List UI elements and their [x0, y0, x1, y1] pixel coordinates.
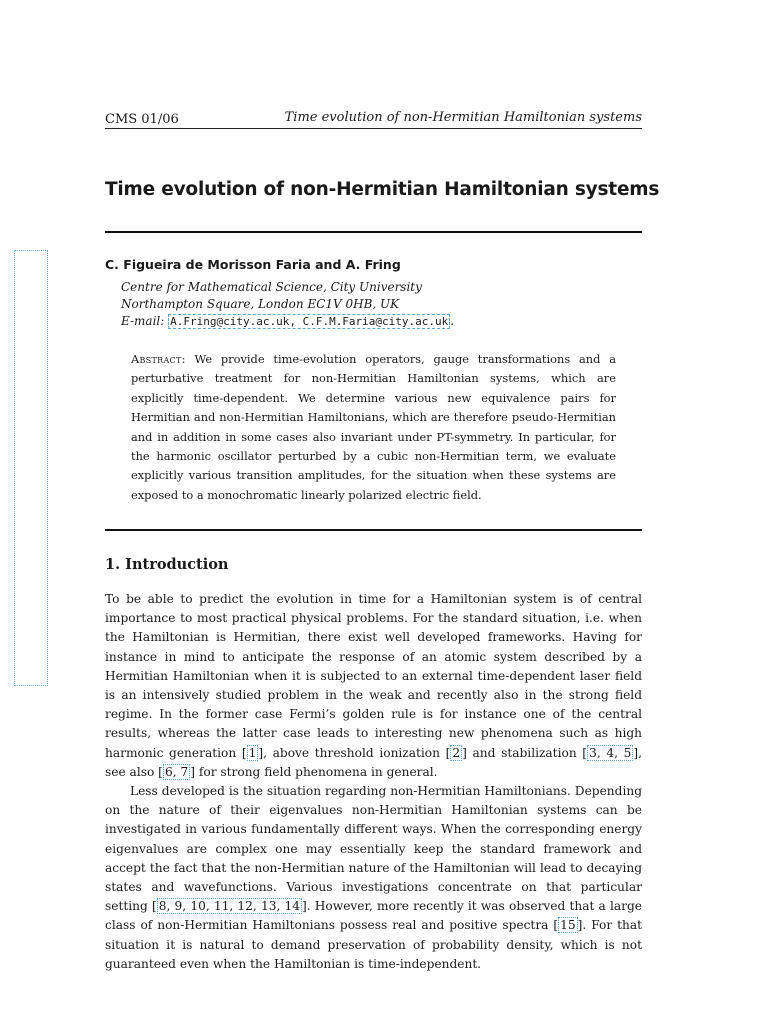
citation-link[interactable]: 3, 4, 5 [589, 745, 632, 760]
email-label: E-mail: [121, 314, 165, 328]
running-title: Time evolution of non-Hermitian Hamiltonian systems [284, 110, 642, 125]
abstract-text: We provide time-evolution operators, gauge transformations and a perturbative treatment for non-Hermitian Hamiltonian systems, which are explicitly time-dependent. We determine various new equivalence pairs for Hermitian and non-Hermitian Hamiltonians, which are therefore pseudo-Hermitian and in addition in some cases also invariant under PT-symmetry. In particular, for the harmonic oscillator perturbed by a cubic non-Hermitian term, we evaluate explicitly various transition amplitudes, for the situation when these systems are exposed to a monochromatic linearly polarized electric field. [131, 352, 617, 502]
abstract [131, 350, 616, 505]
citation-link[interactable]: 15 [560, 918, 576, 933]
email-link[interactable]: A.Fring@city.ac.uk, C.F.M.Faria@city.ac.uk [170, 315, 449, 328]
header-divider [105, 128, 642, 129]
author-list: C. Figueira de Morisson Faria and A. Fring [105, 257, 401, 272]
paper-title: Time evolution of non-Hermitian Hamiltonian systems [105, 179, 660, 200]
introduction-body [105, 590, 642, 974]
email-line [121, 313, 454, 330]
text-run: To be able to predict the evolution in time for a Hamiltonian system is of central importance to most practical physical problems. For the standard situation, i.e. when the Hamiltonian is Hermitian, there exist well developed frameworks. Having for instance in mind to anticipate the response of an atomic system described by a Hermitian Hamiltonian when it is subjected to an external time-dependent laser field is an intensively studied problem in the weak and recently also in the strong field regime. In the former case Fermi’s golden rule is for instance one of the central results, whereas the latter case leads to interesting new phenomena such as high harmonic generation [ [105, 592, 642, 760]
report-number: CMS 01/06 [105, 112, 179, 127]
paragraph-1 [105, 590, 642, 782]
text-run: ], see also [ [105, 745, 642, 779]
email-period: . [450, 314, 455, 328]
citation-link[interactable]: 8, 9, 10, 11, 12, 13, 14 [158, 899, 301, 914]
affiliation-block [121, 279, 454, 330]
text-run: ] and stabilization [ [462, 745, 588, 760]
text-run: ] for strong field phenomena in general. [190, 764, 438, 779]
text-run: ]. However, more recently it was observed that a large class of non-Hermitian Hamiltonians possess real and positive spectra [ [105, 899, 642, 933]
abstract-label: Abstract: [131, 352, 186, 366]
abstract-divider [105, 529, 642, 531]
arxiv-stamp-link[interactable] [14, 250, 48, 686]
affiliation-line-2: Northampton Square, London EC1V 0HB, UK [121, 297, 400, 311]
title-divider [105, 231, 642, 233]
section-heading: 1. Introduction [105, 556, 229, 573]
citation-link[interactable]: 6, 7 [164, 764, 189, 779]
text-run: ]. For that situation it is natural to demand preservation of probability density, which is not guaranteed even when the Hamiltonian is time-independent. [105, 918, 642, 971]
citation-link[interactable]: 1 [248, 745, 257, 760]
paragraph-2 [105, 782, 642, 974]
citation-link[interactable]: 2 [452, 745, 461, 760]
text-run: Less developed is the situation regarding non-Hermitian Hamiltonians. Depending on the nature of their eigenvalues non-Hermitian Hamiltonian systems can be investigated in various fundamentally different ways. When the corresponding energy eigenvalues are complex one may essentially keep the standard framework and accept the fact that the non-Hermitian nature of the Hamiltonian will lead to decaying states and wavefunctions. Various investigations concentrate on that particular setting [ [105, 784, 642, 914]
affiliation-line-1: Centre for Mathematical Science, City University [121, 280, 422, 294]
text-run: ], above threshold ionization [ [258, 745, 451, 760]
